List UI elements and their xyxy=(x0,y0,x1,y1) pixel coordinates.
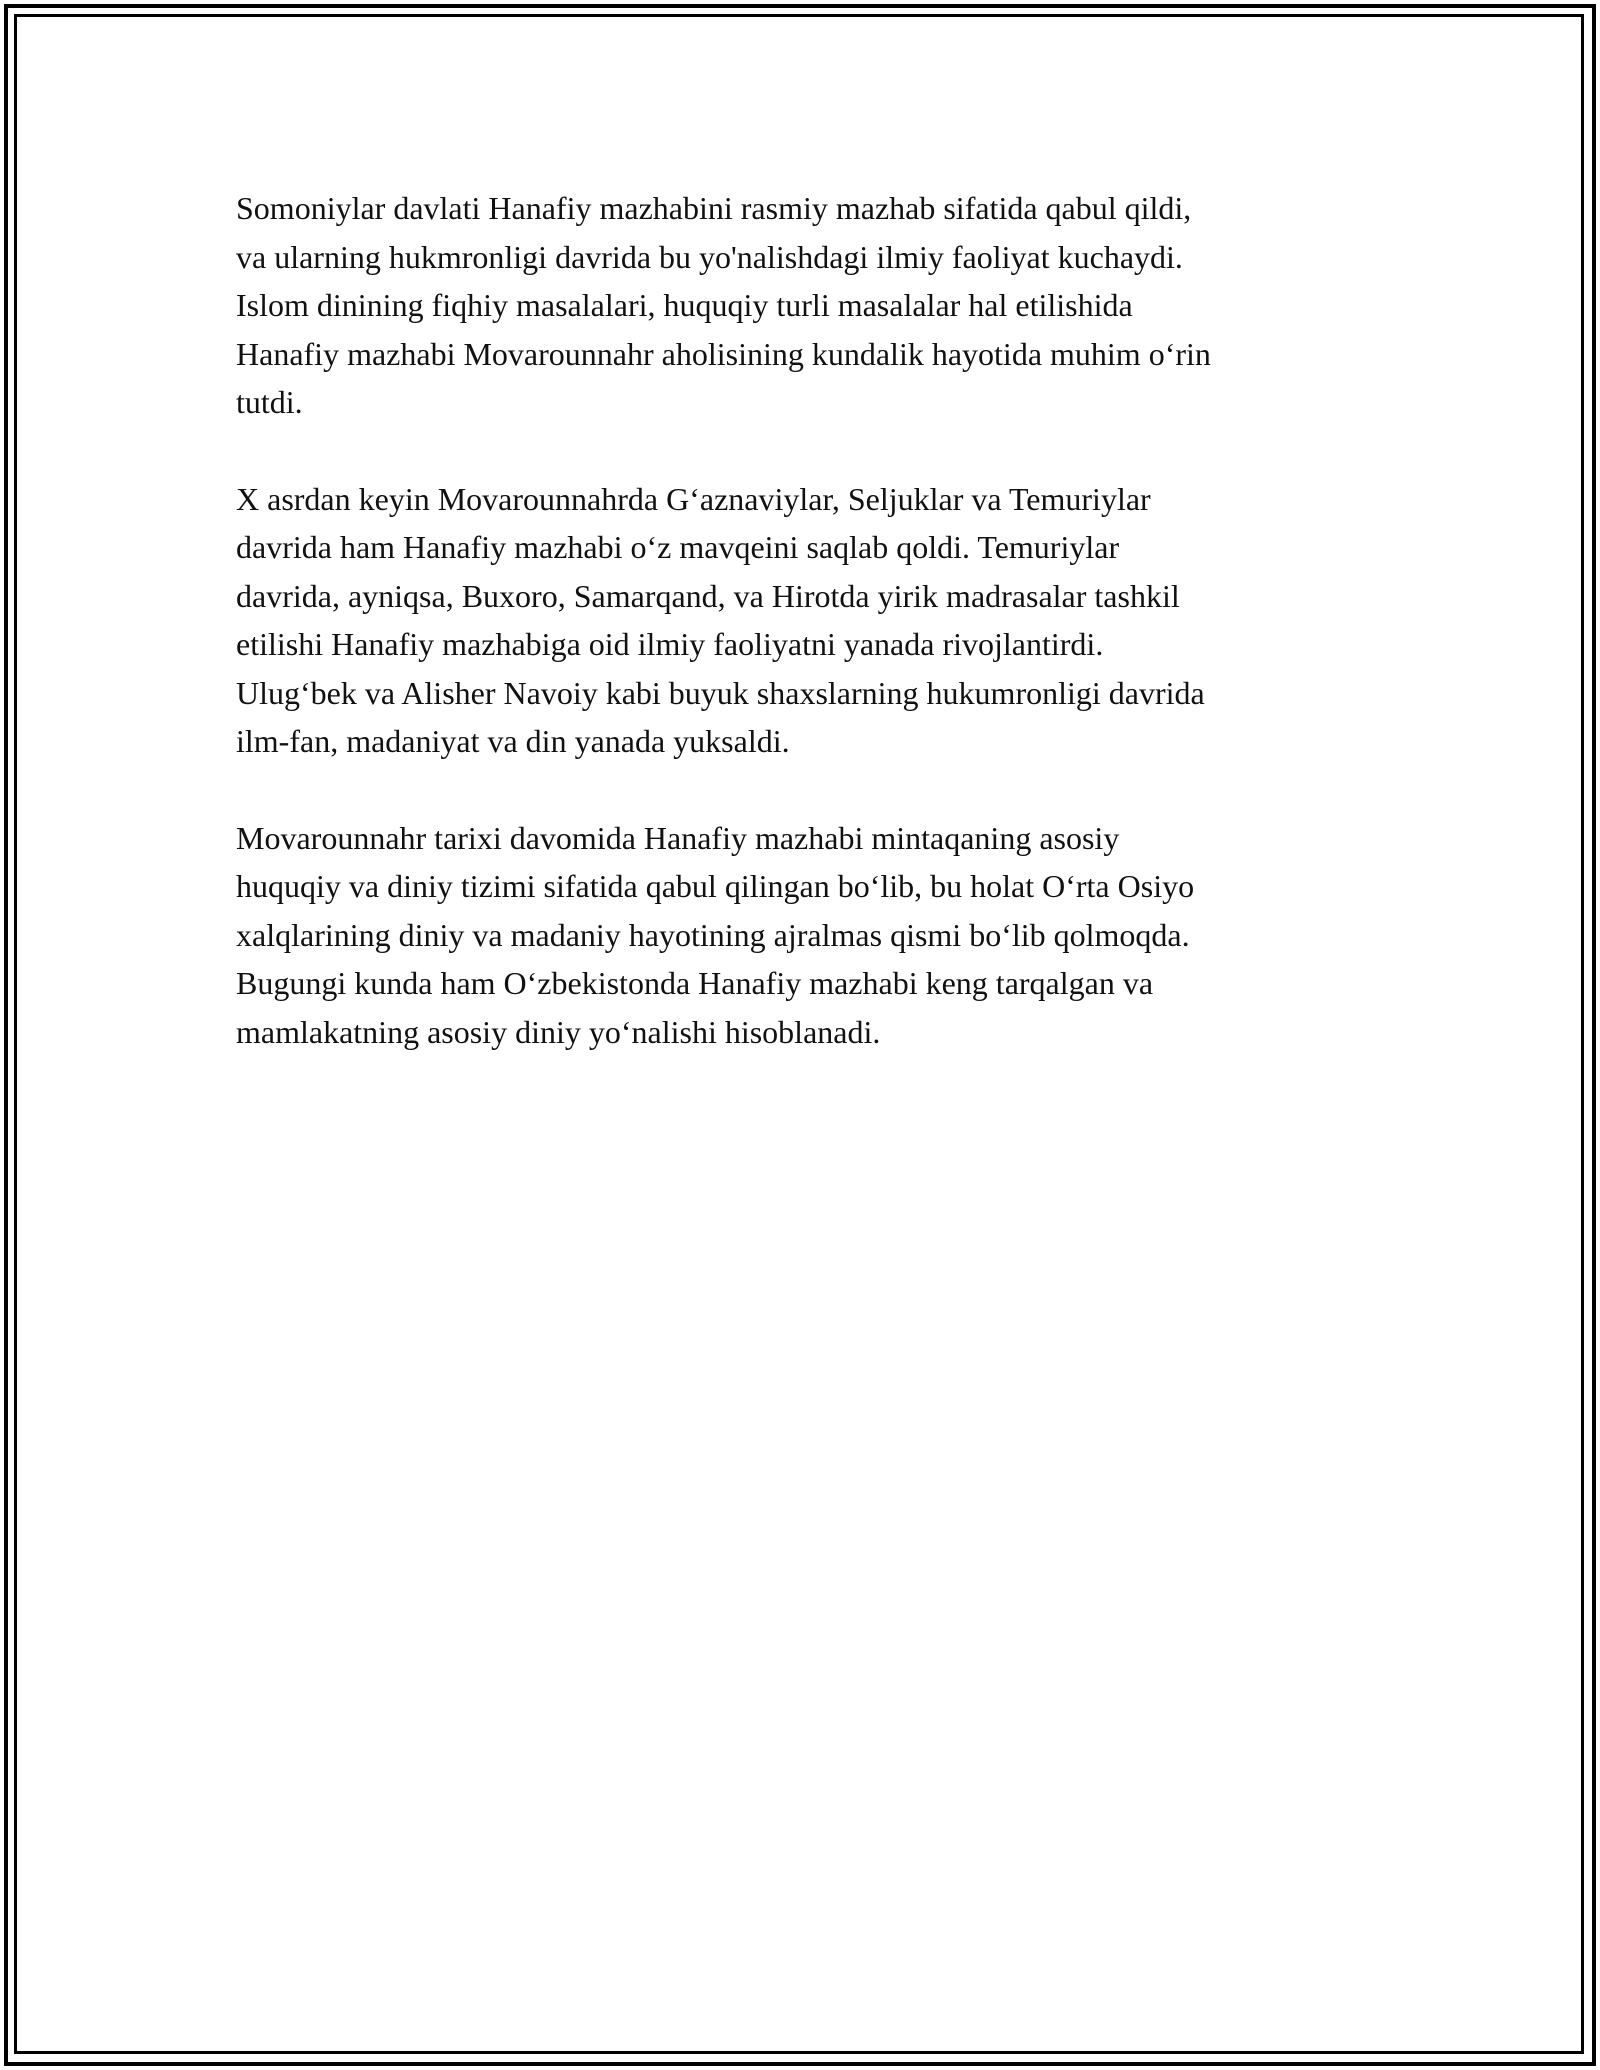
text-line: Ulug‘bek va Alisher Navoiy kabi buyuk shaxslarning hukumronligi davrida xyxy=(236,674,1205,711)
text-line: huquqiy va diniy tizimi sifatida qabul qilingan bo‘lib, bu holat O‘rta Osiyo xyxy=(236,868,1195,904)
text-line: Bugungi kunda ham O‘zbekistonda Hanafiy mazhabi keng tarqalgan va xyxy=(236,965,1154,1001)
text-line: X asrdan keyin Movarounnahrda G‘aznaviylar, Seljuklar va Temuriylar xyxy=(236,480,1151,517)
text-line: mamlakatning asosiy diniy yo‘nalishi hisoblanadi. xyxy=(236,1013,881,1050)
text-line: etilishi Hanafiy mazhabiga oid ilmiy faoliyatni yanada rivojlantirdi. xyxy=(236,626,1104,662)
paragraph-2 xyxy=(236,475,1376,766)
text-line: va ularning hukmronligi davrida bu yo'nalishdagi ilmiy faoliyat kuchaydi. xyxy=(236,238,1183,275)
paragraph-1 xyxy=(236,184,1376,427)
text-line: Hanafiy mazhabi Movarounnahr aholisining kundalik hayotida muhim o‘rin xyxy=(236,335,1211,372)
text-line: Islom dinining fiqhiy masalalari, huquqiy turli masalalar hal etilishida xyxy=(236,287,1133,323)
paragraph-3 xyxy=(236,814,1376,1057)
document-body xyxy=(236,184,1376,1104)
text-line: tutdi. xyxy=(236,384,303,420)
text-line: xalqlarining diniy va madaniy hayotining ajralmas qismi bo‘lib qolmoqda. xyxy=(236,916,1190,953)
text-line: Movarounnahr tarixi davomida Hanafiy mazhabi mintaqaning asosiy xyxy=(236,819,1120,856)
text-line: davrida, ayniqsa, Buxoro, Samarqand, va Hirotda yirik madrasalar tashkil xyxy=(236,577,1180,614)
text-line: davrida ham Hanafiy mazhabi o‘z mavqeini saqlab qoldi. Temuriylar xyxy=(236,529,1120,565)
text-line: ilm-fan, madaniyat va din yanada yuksaldi. xyxy=(236,723,790,759)
text-line: Somoniylar davlati Hanafiy mazhabini rasmiy mazhab sifatida qabul qildi, xyxy=(236,190,1192,226)
